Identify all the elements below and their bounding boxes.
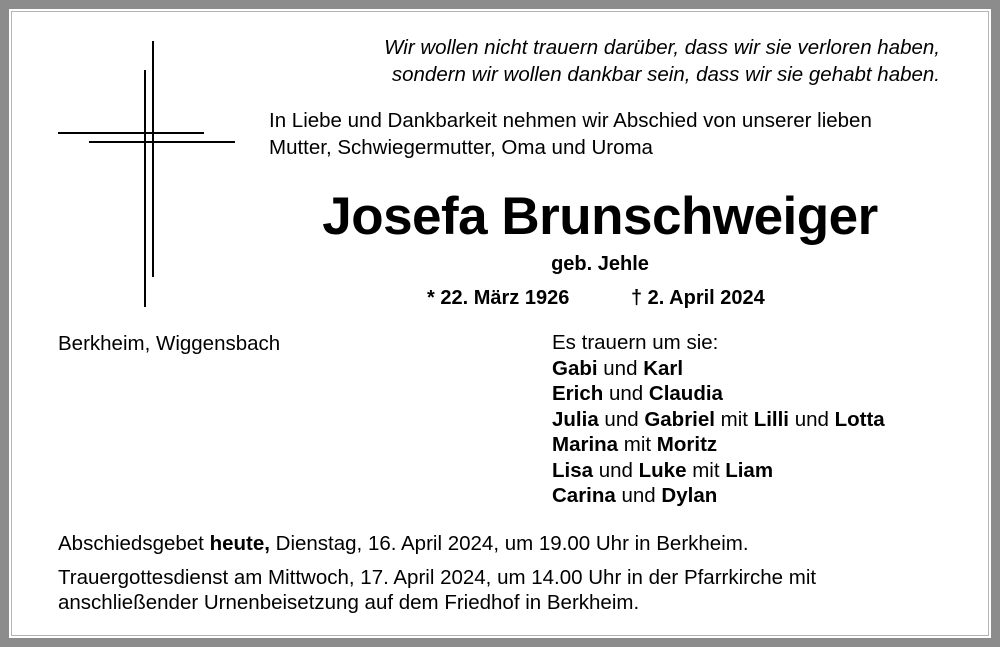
death-date: † 2. April 2024 — [631, 287, 765, 309]
funeral-service-notice — [58, 565, 942, 615]
intro-line: In Liebe und Dankbarkeit nehmen wir Abschied von unserer lieben — [269, 109, 872, 132]
deceased-name: Josefa Brunschweiger — [322, 187, 878, 246]
intro-line: Mutter, Schwiegermutter, Oma und Uroma — [269, 136, 653, 159]
maiden-name: geb. Jehle — [551, 253, 649, 275]
service-line: anschließender Urnenbeisetzung auf dem Friedhof in Berkheim. — [58, 591, 640, 614]
mourner-connector: und — [597, 356, 644, 380]
mourner-name: Lilli — [753, 407, 789, 431]
farewell-prefix: Abschiedsgebet — [58, 532, 210, 555]
mourner-connector: mit — [686, 458, 726, 482]
mourner-name: Liam — [725, 458, 774, 482]
mourner-name: Marina — [552, 433, 619, 456]
service-line: Trauergottesdienst am Mittwoch, 17. April 2024, um 14.00 Uhr in der Pfarrkirche mit — [58, 566, 817, 589]
quote-line: Wir wollen nicht trauern darüber, dass wir sie verloren haben, — [384, 36, 940, 59]
mourner-name: Julia — [552, 407, 599, 431]
mourner-name: Carina — [552, 484, 616, 507]
mourner-connector: und — [789, 407, 835, 431]
mourner-name: Karl — [643, 356, 684, 380]
mourner-row — [552, 381, 885, 407]
farewell-prayer-notice — [58, 531, 942, 556]
mourner-row — [552, 458, 885, 484]
birth-date: * 22. März 1926 — [427, 287, 570, 309]
mourner-connector: und — [603, 382, 649, 405]
mourners-list — [552, 330, 885, 509]
mourner-name: Moritz — [656, 433, 718, 456]
mourner-row — [552, 356, 885, 382]
mourner-name: Gabi — [552, 356, 598, 380]
mourner-name: Lisa — [552, 458, 594, 482]
mourner-name: Erich — [552, 382, 604, 405]
quote-line: sondern wir wollen dankbar sein, dass wir sie gehabt haben. — [391, 63, 940, 86]
mourner-connector: mit — [714, 407, 754, 431]
farewell-details: Dienstag, 16. April 2024, um 19.00 Uhr in Berkheim. — [269, 532, 749, 555]
mourner-name: Lotta — [834, 407, 885, 431]
mourner-connector: und — [615, 484, 662, 507]
mourner-connector: mit — [618, 433, 657, 456]
mourner-row — [552, 483, 885, 509]
mourner-name: Gabriel — [644, 407, 715, 431]
mourners-heading: Es trauern um sie: — [552, 331, 719, 354]
mourner-connector: und — [598, 407, 645, 431]
mourner-connector: und — [593, 458, 639, 482]
mourner-row — [552, 407, 885, 433]
memorial-quote — [300, 34, 940, 88]
intro-text — [269, 107, 969, 161]
mourner-name: Dylan — [661, 484, 718, 507]
mourner-name: Claudia — [648, 382, 723, 405]
place-of-residence: Berkheim, Wiggensbach — [58, 332, 281, 355]
mourner-name: Luke — [638, 458, 687, 482]
mourner-row — [552, 432, 885, 458]
farewell-emphasis: heute, — [209, 532, 270, 555]
